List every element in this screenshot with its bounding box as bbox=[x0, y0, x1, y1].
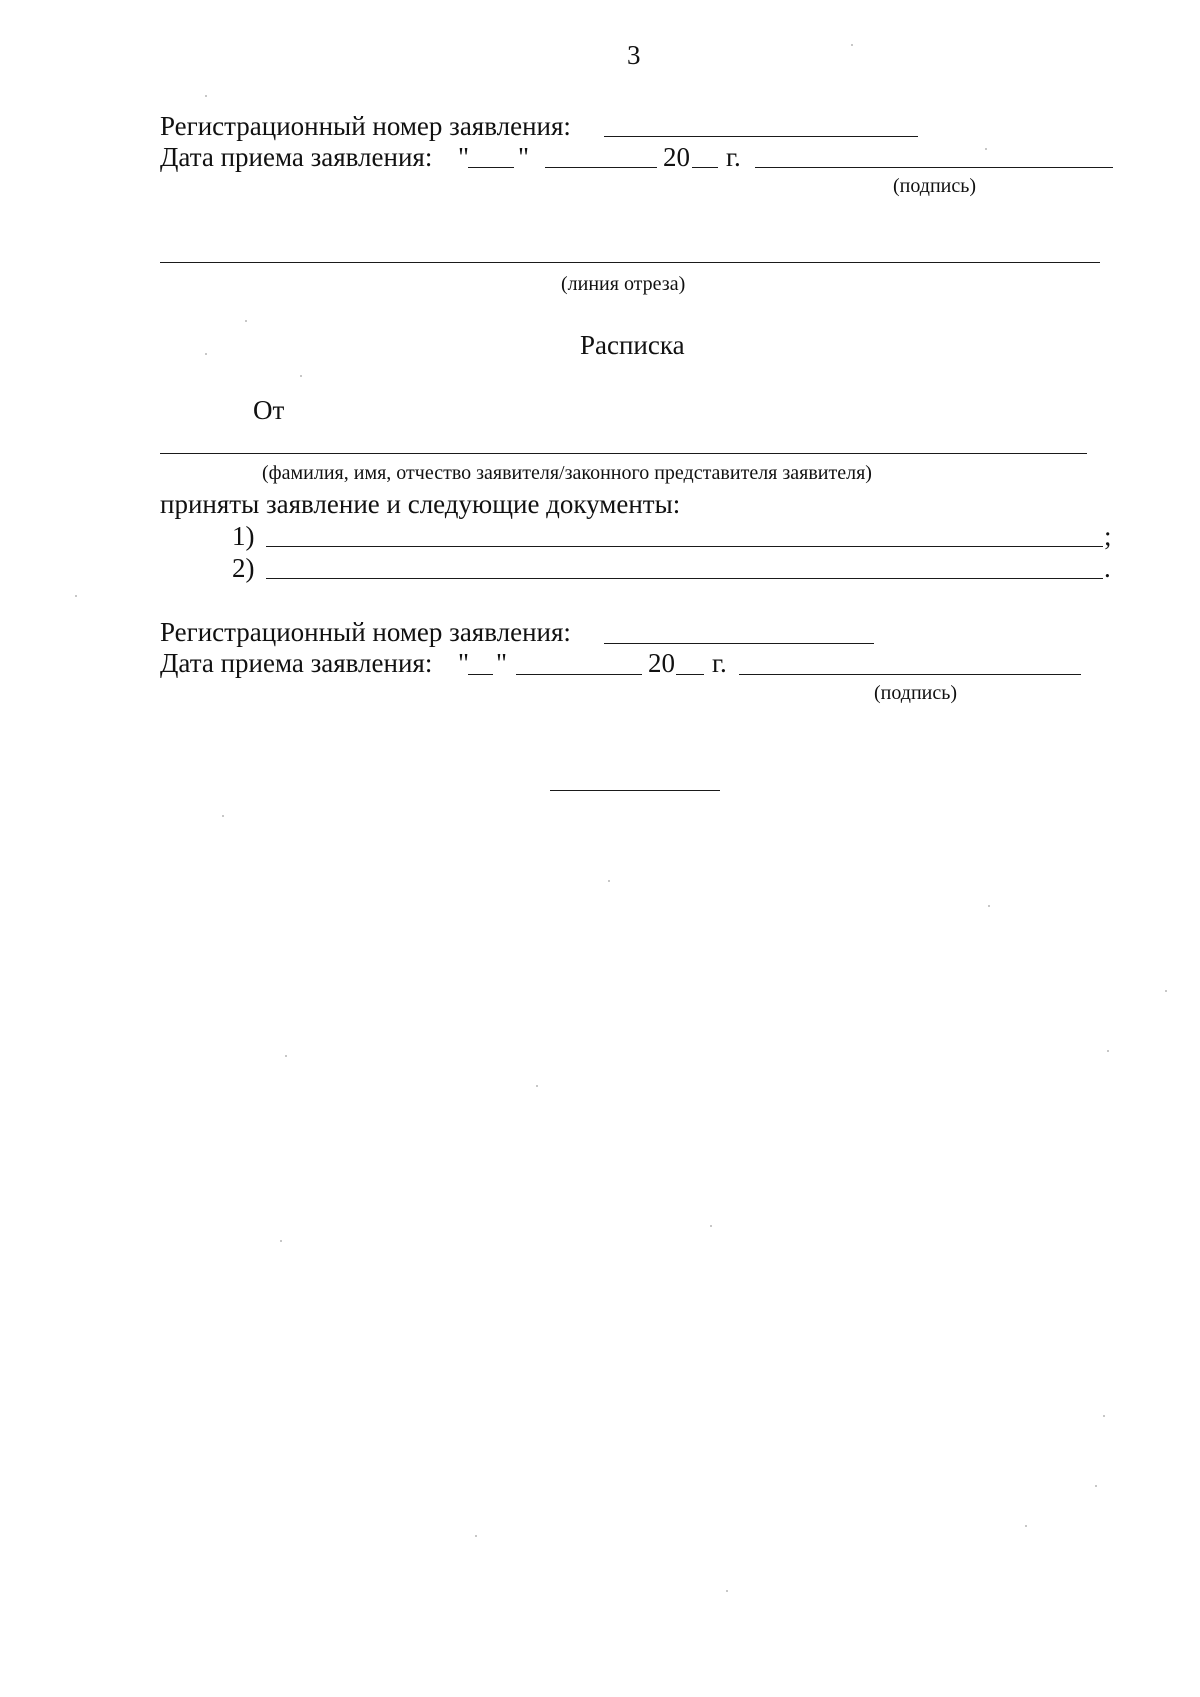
application-date-label: Дата приема заявления: bbox=[160, 648, 433, 678]
scan-speck bbox=[710, 1225, 712, 1227]
quote-open: " bbox=[458, 142, 470, 172]
signature-caption: (подпись) bbox=[893, 175, 977, 197]
date-day-field[interactable] bbox=[468, 674, 493, 675]
accepted-documents-text: приняты заявление и следующие документы: bbox=[160, 489, 681, 519]
date-year-field[interactable] bbox=[692, 167, 718, 168]
date-day-field[interactable] bbox=[468, 167, 514, 168]
scan-speck bbox=[1107, 1050, 1109, 1052]
cut-line bbox=[160, 262, 1100, 263]
scan-speck bbox=[245, 320, 247, 322]
cut-line-caption: (линия отреза) bbox=[561, 273, 686, 295]
registration-number-field[interactable] bbox=[604, 643, 874, 644]
date-century: 20 bbox=[663, 142, 690, 172]
document-item-end-mark: ; bbox=[1104, 521, 1112, 551]
document-item-number: 2) bbox=[232, 553, 255, 583]
scan-speck bbox=[285, 1055, 287, 1057]
applicant-name-field[interactable] bbox=[160, 453, 1087, 454]
scan-speck bbox=[608, 880, 610, 882]
application-date-label: Дата приема заявления: bbox=[160, 142, 433, 172]
scan-speck bbox=[280, 1240, 282, 1242]
scan-speck bbox=[1103, 1415, 1105, 1417]
scan-speck bbox=[536, 1085, 538, 1087]
scan-speck bbox=[851, 44, 853, 46]
scan-speck bbox=[1095, 1485, 1097, 1487]
scan-speck bbox=[988, 905, 990, 907]
document-item-field[interactable] bbox=[266, 546, 1103, 547]
document-item-end-mark: . bbox=[1104, 553, 1111, 583]
quote-open: " bbox=[458, 648, 470, 678]
scan-speck bbox=[205, 95, 207, 97]
date-month-field[interactable] bbox=[516, 674, 642, 675]
signature-field[interactable] bbox=[739, 674, 1081, 675]
quote-close: " bbox=[518, 142, 530, 172]
scan-speck bbox=[1165, 990, 1167, 992]
end-separator-line bbox=[550, 790, 720, 791]
registration-number-label: Регистрационный номер заявления: bbox=[160, 617, 571, 647]
year-suffix: г. bbox=[712, 648, 727, 678]
scan-speck bbox=[726, 1590, 728, 1592]
scan-speck bbox=[985, 148, 987, 150]
scan-speck bbox=[222, 815, 224, 817]
scan-speck bbox=[1025, 1525, 1027, 1527]
date-month-field[interactable] bbox=[545, 167, 657, 168]
applicant-caption: (фамилия, имя, отчество заявителя/законного представителя заявителя) bbox=[262, 462, 872, 484]
document-item-number: 1) bbox=[232, 521, 255, 551]
receipt-title: Расписка bbox=[580, 330, 685, 360]
page-number: 3 bbox=[627, 40, 641, 70]
year-suffix: г. bbox=[726, 142, 741, 172]
scan-speck bbox=[205, 353, 207, 355]
date-century: 20 bbox=[648, 648, 675, 678]
document-item-field[interactable] bbox=[266, 578, 1103, 579]
from-label: От bbox=[253, 395, 285, 425]
scan-speck bbox=[475, 1535, 477, 1537]
scan-speck bbox=[75, 595, 77, 597]
registration-number-label: Регистрационный номер заявления: bbox=[160, 111, 571, 141]
quote-close: " bbox=[496, 648, 508, 678]
date-year-field[interactable] bbox=[676, 674, 704, 675]
signature-caption: (подпись) bbox=[874, 682, 958, 704]
registration-number-field[interactable] bbox=[604, 136, 918, 137]
scan-speck bbox=[300, 375, 302, 377]
signature-field[interactable] bbox=[755, 167, 1113, 168]
